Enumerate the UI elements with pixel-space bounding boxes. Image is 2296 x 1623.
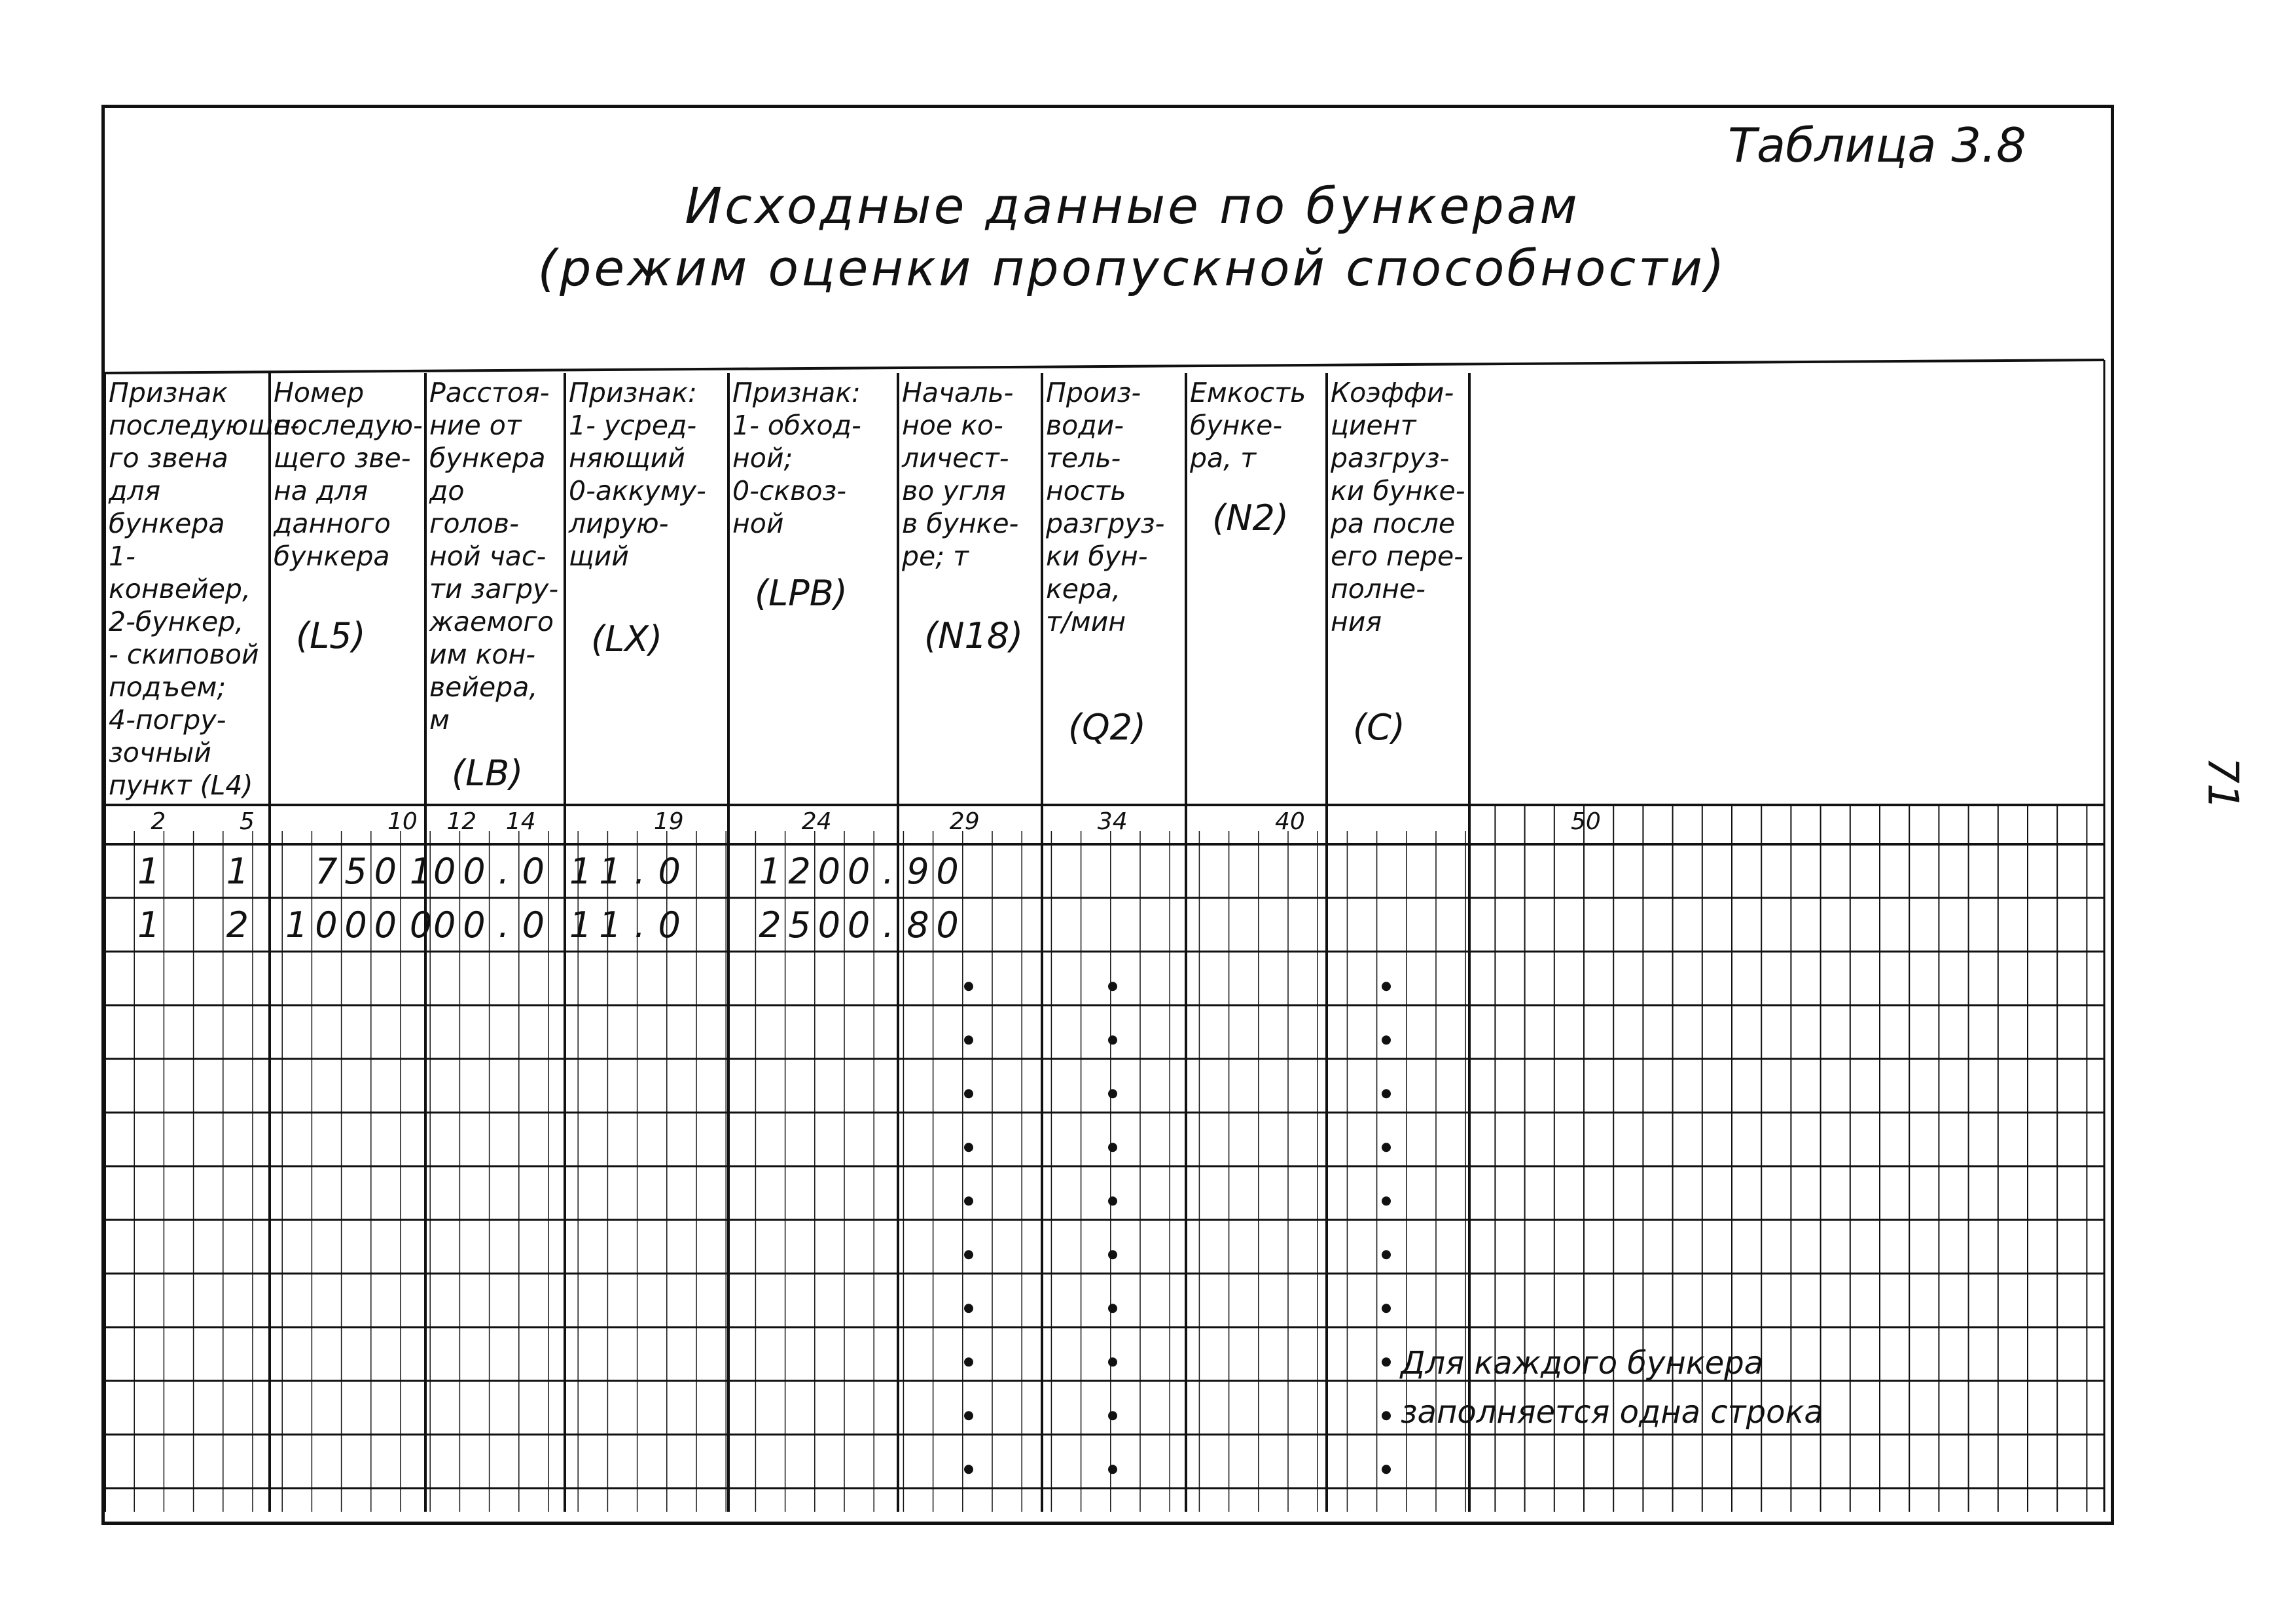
column-code: (C) <box>1353 707 1405 748</box>
decimal-point-marker <box>964 1089 973 1098</box>
data-cell: 0 <box>658 904 681 946</box>
decimal-point-marker <box>1108 1089 1117 1098</box>
data-cell: 1 <box>137 904 160 946</box>
page-title: Исходные данные по бункерам <box>685 177 1580 235</box>
data-cell: . <box>882 904 894 946</box>
data-cell: . <box>634 851 646 892</box>
column-header: Признак последующе- го звена для бункера 1-конвейер, 2-бункер, - скиповой подъем; 4-погру- зочный пункт (L4) <box>109 377 300 801</box>
column-code: (N2) <box>1212 497 1289 539</box>
data-cell: 0 <box>315 904 338 946</box>
scale-number: 12 <box>446 808 477 835</box>
column-header: Признак: 1- усред- няющий 0-аккуму- лирую- щий <box>569 377 706 572</box>
data-cell: 1 <box>599 851 622 892</box>
decimal-point-marker <box>964 1411 973 1420</box>
data-cell: 2 <box>788 851 811 892</box>
table-label: Таблица 3.8 <box>1728 118 2026 173</box>
decimal-point-marker <box>964 1196 973 1205</box>
data-cell: 0 <box>522 851 545 892</box>
scale-number: 50 <box>1571 808 1601 835</box>
data-cell: 1 <box>759 851 781 892</box>
scale-number: 14 <box>505 808 536 835</box>
data-cell: 0 <box>433 904 456 946</box>
data-cell: 0 <box>463 851 486 892</box>
data-cell: . <box>498 904 510 946</box>
decimal-point-marker <box>1382 1143 1391 1152</box>
column-code: (Q2) <box>1068 707 1146 748</box>
data-cell: 0 <box>658 851 681 892</box>
scale-number: 29 <box>949 808 980 835</box>
data-cell: 0 <box>847 851 870 892</box>
decimal-point-marker <box>964 1143 973 1152</box>
data-cell: 0 <box>374 851 397 892</box>
data-cell: 1 <box>285 904 308 946</box>
data-cell: 7 <box>315 851 338 892</box>
decimal-point-marker <box>1108 1196 1117 1205</box>
decimal-point-marker <box>1382 1304 1391 1313</box>
decimal-point-marker <box>1108 1304 1117 1313</box>
data-cell: . <box>882 851 894 892</box>
data-cell: 9 <box>906 851 929 892</box>
decimal-point-marker <box>1382 982 1391 991</box>
scale-number: 19 <box>653 808 684 835</box>
column-header: Началь- ное ко- личест- во угля в бунке- ре; т <box>902 377 1019 572</box>
data-cell: 0 <box>847 904 870 946</box>
decimal-point-marker <box>964 1357 973 1366</box>
scale-number: 2 <box>151 808 166 835</box>
data-cell: 1 <box>569 904 592 946</box>
column-code: (N18) <box>924 615 1024 656</box>
column-header: Номер последую- щего зве- на для данного бункера <box>274 377 423 572</box>
decimal-point-marker <box>964 1304 973 1313</box>
scale-number: 24 <box>801 808 832 835</box>
page-number: 71 <box>2198 757 2247 810</box>
data-cell: 0 <box>344 904 367 946</box>
data-cell: 0 <box>936 851 959 892</box>
decimal-point-marker <box>1108 1143 1117 1152</box>
column-code: (L5) <box>296 615 366 656</box>
column-header: Емкость бунке- ра, т <box>1190 377 1306 474</box>
data-cell: 0 <box>817 904 840 946</box>
data-cell: 0 <box>936 904 959 946</box>
data-cell: 0 <box>433 851 456 892</box>
scale-number: 34 <box>1097 808 1128 835</box>
header-top-border <box>105 360 2104 373</box>
data-cell: 5 <box>344 851 367 892</box>
decimal-point-marker <box>1382 1411 1391 1420</box>
data-cell: 2 <box>759 904 781 946</box>
note-line-2: заполняется одна строка <box>1401 1394 1823 1431</box>
column-header: Коэффи- циент разгруз- ки бунке- ра после его пере- полне- ния <box>1331 377 1465 637</box>
page-subtitle: (режим оценки пропускной способности) <box>537 239 1727 297</box>
decimal-point-marker <box>1108 1035 1117 1044</box>
scale-number: 40 <box>1275 808 1305 835</box>
data-cell: 0 <box>817 851 840 892</box>
decimal-point-marker <box>1382 1465 1391 1474</box>
decimal-point-marker <box>1382 1089 1391 1098</box>
decimal-point-marker <box>1382 1357 1391 1366</box>
decimal-point-marker <box>1108 1411 1117 1420</box>
data-cell: 1 <box>226 851 249 892</box>
data-cell: 0 <box>463 904 486 946</box>
data-cell: 0 <box>409 904 433 946</box>
column-header: Расстоя- ние от бункера до голов- ной час- ти загру- жаемого им кон- вейера, м <box>429 377 559 736</box>
decimal-point-marker <box>964 1250 973 1259</box>
decimal-point-marker <box>1382 1250 1391 1259</box>
decimal-point-marker <box>964 1035 973 1044</box>
data-cell: . <box>498 851 510 892</box>
decimal-point-marker <box>1108 982 1117 991</box>
decimal-point-marker <box>964 982 973 991</box>
data-cell: 1 <box>599 904 622 946</box>
data-cell: 2 <box>226 904 249 946</box>
decimal-point-marker <box>964 1465 973 1474</box>
data-cell: 0 <box>522 904 545 946</box>
decimal-point-marker <box>1108 1465 1117 1474</box>
decimal-point-marker <box>1108 1357 1117 1366</box>
column-code: (LPB) <box>755 573 848 614</box>
column-code: (LB) <box>452 753 524 794</box>
data-cell: 0 <box>374 904 397 946</box>
scale-number: 5 <box>240 808 255 835</box>
data-cell: 1 <box>569 851 592 892</box>
note-line-1: Для каждого бункера <box>1401 1345 1764 1382</box>
scale-number: 10 <box>387 808 418 835</box>
data-cell: 5 <box>788 904 811 946</box>
column-code: (LX) <box>591 618 663 660</box>
data-cell: 8 <box>906 904 929 946</box>
decimal-point-marker <box>1108 1250 1117 1259</box>
column-header: Признак: 1- обход- ной; 0-сквоз- ной <box>732 377 861 539</box>
data-cell: 1 <box>409 851 433 892</box>
data-cell: . <box>634 904 646 946</box>
column-header: Произ- води- тель- ность разгруз- ки бун- кера, т/мин <box>1046 377 1165 637</box>
decimal-point-marker <box>1382 1035 1391 1044</box>
data-cell: 1 <box>137 851 160 892</box>
decimal-point-marker <box>1382 1196 1391 1205</box>
